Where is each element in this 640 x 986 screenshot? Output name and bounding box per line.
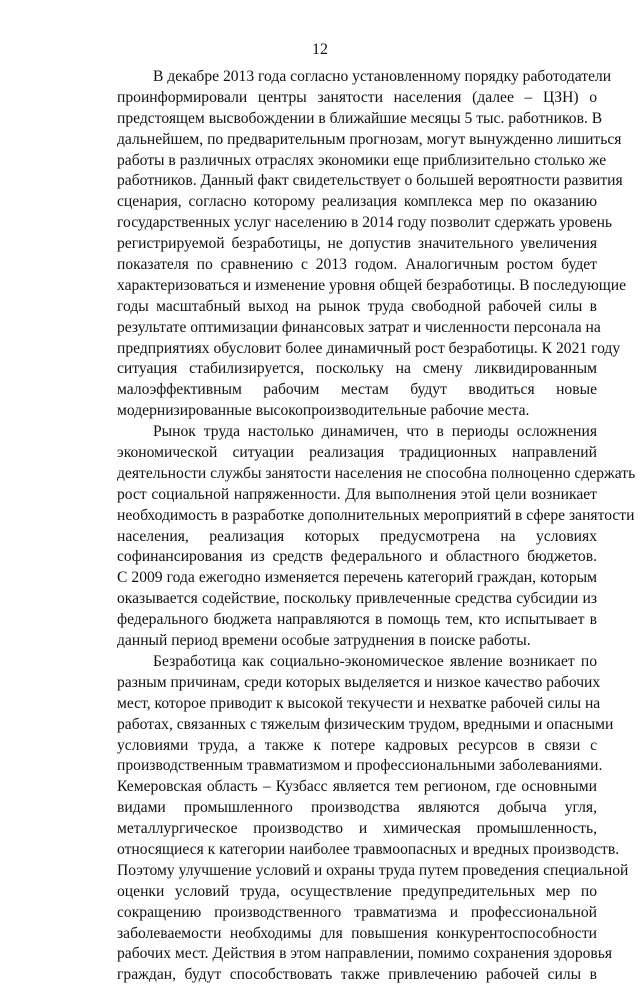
text-line: дальнейшем, по предварительным прогнозам, могут вынужденно лишиться xyxy=(117,130,622,148)
text-line: Поэтому улучшение условий и охраны труда путем проведения специальной xyxy=(117,861,629,879)
text-line: регистрируемой безработицы, не допустив значительного увеличения xyxy=(117,235,597,253)
text-line: видами промышленного производства являются добыча угля, xyxy=(117,799,597,817)
text-line: рабочих мест. Действия в этом направлении, помимо сохранения здоровья xyxy=(117,945,613,963)
text-line: необходимость в разработке дополнительных мероприятий в сфере занятости xyxy=(117,506,635,524)
text-line: государственных услуг населению в 2014 году позволит сдержать уровень xyxy=(117,214,613,232)
text-line: работников. Данный факт свидетельствует о большей вероятности развития xyxy=(117,172,623,190)
text-line: экономической ситуации реализация традиционных направлений xyxy=(117,444,597,462)
text-line: населения, реализация которых предусмотрена на условиях xyxy=(117,527,597,545)
text-line: модернизированные высокопроизводительные рабочие места. xyxy=(117,402,530,420)
text-line: металлургическое производство и химическая промышленность, xyxy=(117,820,597,838)
text-line: деятельности службы занятости населения не способна полноценно сдержать xyxy=(117,464,636,482)
text-line: ситуация стабилизируется, поскольку на смену ликвидированным xyxy=(117,360,597,378)
text-line: федерального бюджета направляются в помощь тем, кто испытывает в xyxy=(117,611,597,629)
text-line: работах, связанных с тяжелым физическим трудом, вредными и опасными xyxy=(117,715,614,733)
text-line: Кемеровская область – Кузбасс является тем регионом, где основными xyxy=(117,778,597,796)
text-line: сценария, согласно которому реализация комплекса мер по оказанию xyxy=(117,193,597,211)
text-line: результате оптимизации финансовых затрат и численности персонала на xyxy=(117,318,601,336)
text-line: условиями труда, а также к потере кадровых ресурсов в связи с xyxy=(117,736,597,754)
text-line: относящиеся к категории наиболее травмоопасных и вредных производств. xyxy=(117,840,620,858)
text-line: характеризоваться и изменение уровня общей безработицы. В последующие xyxy=(117,276,627,294)
text-line: В декабре 2013 года согласно установленному порядку работодатели xyxy=(153,68,612,85)
text-line: рост социальной напряженности. Для выполнения этой цели возникает xyxy=(117,485,597,503)
text-line: оценки условий труда, осуществление предупредительных мер по xyxy=(117,882,597,900)
text-line: проинформировали центры занятости населения (далее – ЦЗН) о xyxy=(117,88,597,106)
text-line: граждан, будут способствовать также привлечению рабочей силы в xyxy=(117,966,597,984)
text-line: годы масштабный выход на рынок труда свободной рабочей силы в xyxy=(117,297,597,315)
text-line: мест, которое приводит к высокой текучести и нехватке рабочей силы на xyxy=(117,694,601,712)
text-line: разным причинам, среди которых выделяется и низкое качество рабочих xyxy=(117,673,601,691)
body-text xyxy=(117,67,636,986)
text-line: малоэффективным рабочим местам будут вводиться новые xyxy=(117,381,597,399)
page-number: 12 xyxy=(312,41,328,58)
text-line: показателя по сравнению с 2013 годом. Аналогичным ростом будет xyxy=(117,256,597,274)
text-line: заболеваемости необходимы для повышения конкурентоспособности xyxy=(117,924,597,942)
text-line: сокращению производственного травматизма и профессиональной xyxy=(117,903,597,921)
text-line: софинансирования из средств федерального и областного бюджетов. xyxy=(117,548,597,566)
text-line: предстоящем высвобождении в ближайшие месяцы 5 тыс. работников. В xyxy=(117,109,603,127)
text-line: Рынок труда настолько динамичен, что в периоды осложнения xyxy=(153,423,597,441)
text-line: производственным травматизмом и профессиональными заболеваниями. xyxy=(117,757,603,775)
text-line: работы в различных отраслях экономики еще приблизительно столько же xyxy=(117,151,607,169)
text-line: данный период времени особые затруднения в поиске работы. xyxy=(117,632,531,650)
text-line: предприятиях обусловит более динамичный рост безработицы. К 2021 году xyxy=(117,339,621,357)
text-line: С 2009 года ежегодно изменяется перечень категорий граждан, которым xyxy=(117,569,597,587)
text-line: оказывается содействие, поскольку привлеченные средства субсидии из xyxy=(117,590,597,608)
text-line: Безработица как социально-экономическое явление возникает по xyxy=(153,652,597,670)
